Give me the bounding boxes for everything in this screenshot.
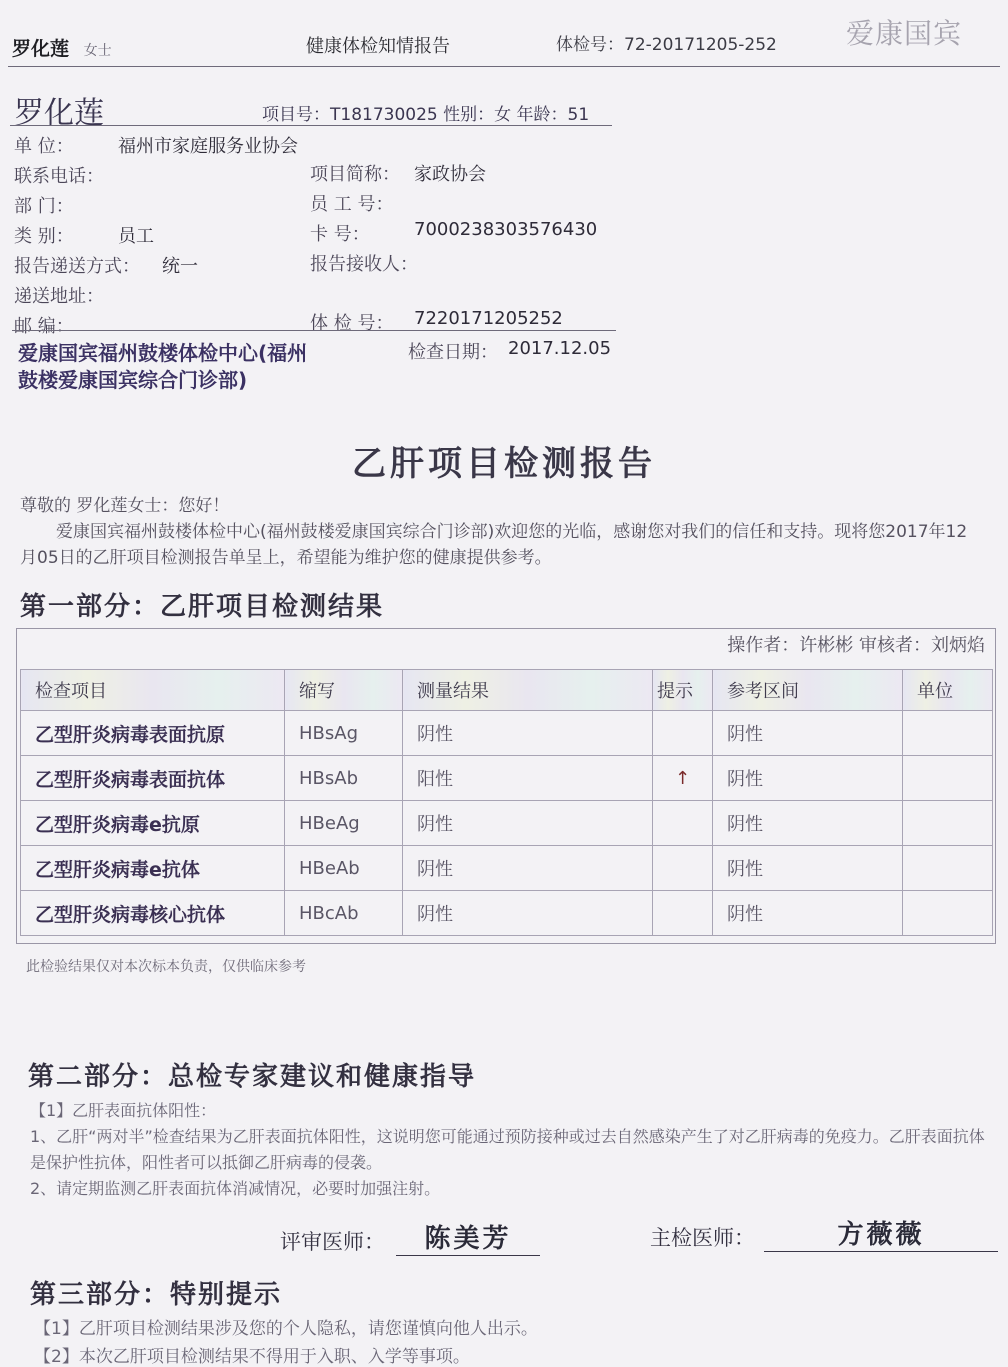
results-disclaimer: 此检验结果仅对本次标本负责，仅供临床参考 xyxy=(26,959,306,975)
project-abbr-label: 项目简称： xyxy=(310,164,400,185)
col-header-result: 测量结果 xyxy=(403,670,653,711)
advice-item-2: 2、请定期监测乙肝表面抗体消减情况，必要时加强注射。 xyxy=(30,1179,441,1198)
cell-abbr: HBeAg xyxy=(285,801,403,846)
exam-no-value: 7220171205252 xyxy=(414,308,563,329)
header-title-suffix: 女士 xyxy=(83,43,112,59)
cell-unit xyxy=(903,756,993,801)
operator-line: 操作者：许彬彬 审核者：刘炳焰 xyxy=(727,635,985,656)
cell-result: 阴性 xyxy=(403,801,653,846)
reviewer-label: 评审医师： xyxy=(280,1230,385,1254)
intro-paragraph: 爱康国宾福州鼓楼体检中心(福州鼓楼爱康国宾综合门诊部)欢迎您的光临，感谢您对我们的信任和支持。现将您2017年12月05日的乙肝项目检测报告单呈上，希望能为维护您的健康提供参考。 xyxy=(20,522,968,568)
receiver-label: 报告接收人： xyxy=(310,254,418,275)
reviewer-signature: 陈美芳 xyxy=(396,1218,540,1256)
special-tip-2: 【2】本次乙肝项目检测结果不得用于入职、入学等事项。 xyxy=(34,1347,470,1367)
results-table xyxy=(20,669,993,936)
cell-unit xyxy=(903,846,993,891)
cell-result: 阴性 xyxy=(403,891,653,936)
patient-name: 罗化莲 xyxy=(14,96,104,131)
col-header-ref: 参考区间 xyxy=(713,670,903,711)
table-row xyxy=(21,711,993,756)
col-header-hint: 提示 xyxy=(653,670,713,711)
cell-hint xyxy=(653,711,713,756)
cell-item: 乙型肝炎病毒e抗原 xyxy=(21,801,285,846)
cell-result: 阴性 xyxy=(403,846,653,891)
cell-result: 阳性 xyxy=(403,756,653,801)
special-tip-1: 【1】乙肝项目检测结果涉及您的个人隐私，请您谨慎向他人出示。 xyxy=(34,1319,538,1339)
chief-signature: 方薇薇 xyxy=(764,1214,998,1252)
delivery-value: 统一 xyxy=(162,256,198,277)
info-divider-bottom xyxy=(12,330,616,331)
cell-hint-up-arrow: ↑ xyxy=(653,756,713,801)
cell-hint xyxy=(653,801,713,846)
employee-no-label: 员 工 号： xyxy=(310,194,394,215)
results-panel xyxy=(16,628,996,944)
dept-label: 部 门： xyxy=(14,196,74,217)
phone-label: 联系电话： xyxy=(14,166,104,187)
report-main-title: 乙肝项目检测报告 xyxy=(352,444,656,484)
section3-title: 第三部分：特别提示 xyxy=(30,1280,283,1310)
table-row xyxy=(21,891,993,936)
exam-date-value: 2017.12.05 xyxy=(508,338,612,359)
col-header-abbr: 缩写 xyxy=(285,670,403,711)
header-report-title: 健康体检知情报告 xyxy=(306,36,450,57)
cell-abbr: HBeAb xyxy=(285,846,403,891)
category-value: 员工 xyxy=(118,226,154,247)
info-divider-top xyxy=(10,125,612,126)
exam-no-label: 体 检 号： xyxy=(310,313,394,334)
cell-hint xyxy=(653,846,713,891)
cell-item: 乙型肝炎病毒表面抗体 xyxy=(21,756,285,801)
exam-date-label: 检查日期： xyxy=(408,342,498,363)
advice-item-1: 1、乙肝“两对半”检查结果为乙肝表面抗体阳性，这说明您可能通过预防接种或过去自然感染产生了对乙肝病毒的免疫力。乙肝表面抗体是保护性抗体，阳性者可以抵御乙肝病毒的侵袭。 xyxy=(30,1127,985,1172)
cell-item: 乙型肝炎病毒核心抗体 xyxy=(21,891,285,936)
section2-title: 第二部分：总检专家建议和健康指导 xyxy=(28,1062,477,1092)
cell-ref: 阴性 xyxy=(713,846,903,891)
advice-block xyxy=(30,1098,1000,1202)
cell-ref: 阴性 xyxy=(713,756,903,801)
cell-abbr: HBsAb xyxy=(285,756,403,801)
chief-label: 主检医师： xyxy=(650,1226,755,1250)
table-row xyxy=(21,846,993,891)
cell-ref: 阴性 xyxy=(713,711,903,756)
header-divider xyxy=(8,66,1000,67)
table-row xyxy=(21,801,993,846)
cell-result: 阴性 xyxy=(403,711,653,756)
greeting: 尊敬的 罗化莲女士：您好！ xyxy=(20,496,230,516)
project-abbr-value: 家政协会 xyxy=(414,164,486,185)
cell-abbr: HBsAg xyxy=(285,711,403,756)
card-value: 7000238303576430 xyxy=(414,219,598,240)
col-header-unit: 单位 xyxy=(903,670,993,711)
cell-item: 乙型肝炎病毒表面抗原 xyxy=(21,711,285,756)
cell-abbr: HBcAb xyxy=(285,891,403,936)
cell-ref: 阴性 xyxy=(713,801,903,846)
exam-center-name: 爱康国宾福州鼓楼体检中心(福州鼓楼爱康国宾综合门诊部) xyxy=(18,341,308,392)
cell-item: 乙型肝炎病毒e抗体 xyxy=(21,846,285,891)
col-header-item: 检查项目 xyxy=(21,670,285,711)
cell-ref: 阴性 xyxy=(713,891,903,936)
card-label: 卡 号： xyxy=(310,224,370,245)
cell-unit xyxy=(903,801,993,846)
table-row xyxy=(21,756,993,801)
cell-unit xyxy=(903,891,993,936)
unit-value: 福州市家庭服务业协会 xyxy=(118,136,298,157)
report-intro xyxy=(20,493,980,571)
cell-hint xyxy=(653,891,713,936)
brand-logo-text: 爱康国宾 xyxy=(846,17,963,50)
advice-heading: 【1】乙肝表面抗体阳性： xyxy=(30,1101,217,1120)
cell-unit xyxy=(903,711,993,756)
header-patient-name: 罗化莲 女士 xyxy=(12,38,112,60)
category-label: 类 别： xyxy=(14,226,74,247)
delivery-label: 报告递送方式： xyxy=(14,256,140,277)
unit-label: 单 位： xyxy=(14,136,74,157)
project-line: 项目号：T181730025 性别：女 年龄：51 xyxy=(262,105,590,125)
section1-title: 第一部分：乙肝项目检测结果 xyxy=(20,592,385,622)
zip-label: 邮 编： xyxy=(14,316,74,337)
header-exam-number: 体检号：72-20171205-252 xyxy=(556,35,777,55)
table-header-row xyxy=(21,670,993,711)
address-label: 递送地址： xyxy=(14,286,104,307)
